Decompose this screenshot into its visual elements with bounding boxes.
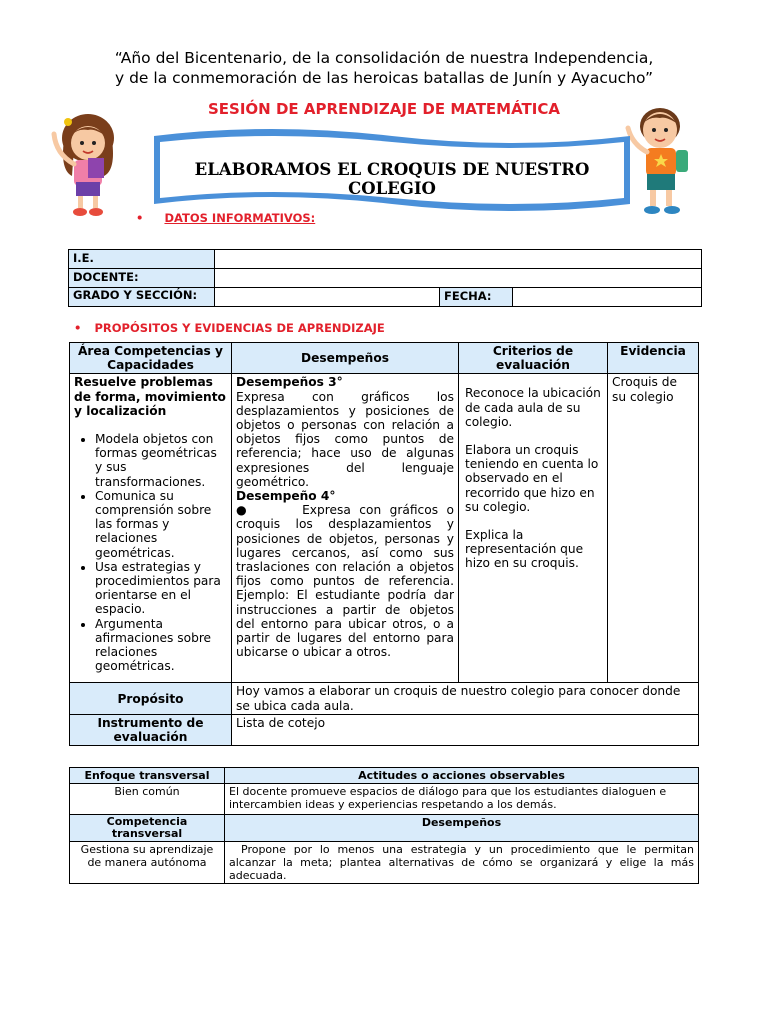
transversal-table (69, 767, 699, 884)
header-criterios: Criterios de evaluación (459, 343, 608, 374)
header-enfoque: Enfoque transversal (70, 768, 225, 784)
evidencia-cell: Croquis de su colegio (608, 374, 699, 683)
info-table (68, 249, 702, 307)
competencia-name: Resuelve problemas de forma, movimiento y localización (74, 375, 226, 418)
proposito-label: Propósito (70, 683, 232, 714)
fecha-label: FECHA: (440, 288, 513, 307)
desempenos-cell (232, 374, 459, 683)
desempeno4-text: ● Expresa con gráficos o croquis los desplazamientos y posiciones de objetos, personas y lugares cercanos, así como sus traslaciones con relación a objetos fijos como puntos de referencia. Ejemplo: El estudiante podría dar instrucciones a partir de objetos del entorno para ubicar otros, o a partir de lugares del entorno para ubicarse o ubicar a otros. (236, 503, 458, 660)
desempeno-value: Propone por lo menos una estrategia y un procedimiento que le permitan alcanzar la meta; plantea alternativas de cómo se organizará y elige la más adecuada. (225, 842, 699, 884)
area-cell (70, 374, 232, 683)
desempeno4-title: Desempeño 4° (236, 489, 336, 504)
competencia-value: Gestiona su aprendizaje de manera autónoma (70, 842, 225, 884)
capacidad-item: • Comunica su comprensión sobre las formas y relaciones geométricas. (95, 489, 227, 560)
header-competencia: Competencia transversal (70, 815, 225, 842)
header-desempenos: Desempeños (232, 343, 459, 374)
bullet-icon: • (136, 211, 144, 225)
bullet-icon: • (74, 321, 82, 335)
motto-line-1: “Año del Bicentenario, de la consolidación de nuestra Independencia, (114, 49, 654, 67)
desempeno3-text: Expresa con gráficos los desplazamientos y posiciones de objetos o personas con relación a objetos fijos como puntos de referencia; hace uso de algunas expresiones del lenguaje geométrico. (236, 389, 454, 489)
actitud-value: El docente promueve espacios de diálogo para que los estudiantes dialoguen e intercambien ideas y experiencias respetando a los demás. (225, 784, 699, 815)
fecha-value[interactable] (513, 288, 702, 307)
docente-value[interactable] (215, 269, 702, 288)
section-propositos (74, 317, 385, 336)
header-area: Área Competencias y Capacidades (70, 343, 232, 374)
motto-line-2: y de la conmemoración de las heroicas batallas de Junín y Ayacucho” (114, 69, 653, 87)
instrumento-text: Lista de cotejo (232, 714, 699, 745)
ie-value[interactable] (215, 250, 702, 269)
instrumento-label: Instrumento de evaluación (70, 714, 232, 745)
criterio-item: Reconoce la ubicación de cada aula de su colegio. (465, 386, 601, 429)
capacidad-item: • Argumenta afirmaciones sobre relaciones geométricas. (95, 617, 227, 674)
desempeno3-title: Desempeños 3° (236, 375, 343, 390)
motto (0, 48, 768, 88)
banner-title: ELABORAMOS EL CROQUIS DE NUESTRO COLEGIO (194, 160, 590, 198)
header-evidencia: Evidencia (608, 343, 699, 374)
capacidades-list (74, 432, 227, 673)
criterio-item: Elabora un croquis teniendo en cuenta lo observado en el recorrido que hizo en su colegio. (465, 443, 599, 514)
section-propositos-label: PROPÓSITOS Y EVIDENCIAS DE APRENDIZAJE (94, 321, 385, 335)
section-datos-label: DATOS INFORMATIVOS: (164, 211, 316, 225)
criterio-item: Explica la representación que hizo en su croquis. (465, 528, 584, 571)
capacidad-item: • Usa estrategias y procedimientos para orientarse en el espacio. (95, 560, 227, 617)
docente-label: DOCENTE: (69, 269, 215, 288)
session-title: SESIÓN DE APRENDIZAJE DE MATEMÁTICA (208, 100, 560, 118)
grado-label: GRADO Y SECCIÓN: (69, 288, 215, 307)
header-desempenos-tr: Desempeños (225, 815, 699, 842)
grado-value[interactable] (215, 288, 440, 307)
ie-label: I.E. (69, 250, 215, 269)
competencias-table (69, 342, 699, 746)
girl-illustration (50, 98, 126, 218)
section-datos (136, 207, 315, 226)
header-actitudes: Actitudes o acciones observables (225, 768, 699, 784)
criterios-cell (459, 374, 608, 683)
enfoque-value: Bien común (70, 784, 225, 815)
capacidad-item: • Modela objetos con formas geométricas y sus transformaciones. (95, 432, 227, 489)
proposito-text: Hoy vamos a elaborar un croquis de nuestro colegio para conocer donde se ubica cada aula. (232, 683, 699, 714)
